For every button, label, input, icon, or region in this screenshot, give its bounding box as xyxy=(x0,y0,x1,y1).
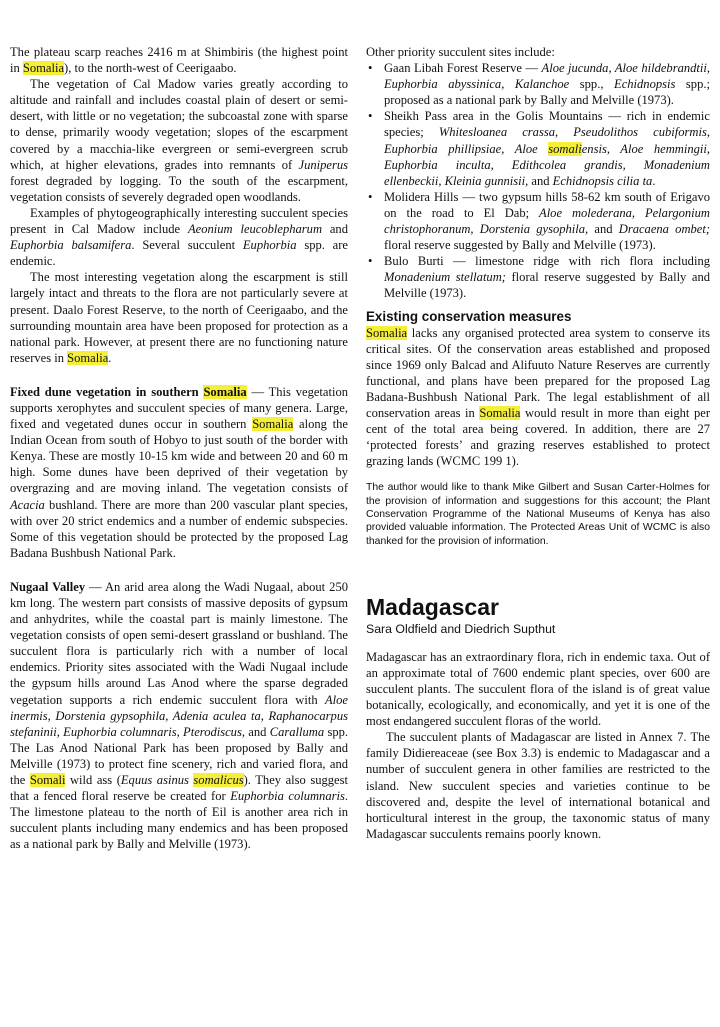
left-column xyxy=(10,44,348,853)
search-highlight: somalicus xyxy=(193,773,244,788)
bullet-icon: • xyxy=(368,61,373,76)
search-highlight: Somalia xyxy=(22,61,65,76)
bullet-icon: • xyxy=(368,109,373,124)
acknowledgements: The author would like to thank Mike Gilbert and Susan Carter-Holmes for the provision of information and suggestions for this account; the Plant Conservation Programme of the National Museums of Kenya has also provided valuable information. The Protected Areas Unit of WCMC is also thanked for the provision of information. xyxy=(366,482,710,547)
cal-madow-paragraph-1: The plateau scarp reaches 2416 m at Shimbiris (the highest point in Somalia), to the north-west of Ceerigaabo. xyxy=(10,45,348,76)
search-highlight: Somalia xyxy=(366,325,408,340)
list-item: • Sheikh Pass area in the Golis Mountains — rich in endemic species; Whitesloanea crassa, Pseudolithos cubiformis, Euphorbia phillipsiae, Aloe somaliensis, Aloe hemmingii, Euphorbia inculta, Edithcolea grandis, Monadenium ellenbeckii, Kleinia gunnisii, and Echidnopsis cilia ta. xyxy=(368,109,710,188)
search-highlight: Somalia xyxy=(203,384,247,399)
nugaal-valley-paragraph: Nugaal Valley — An arid area along the Wadi Nugaal, about 250 km long. The western part consists of massive deposits of gypsum and anhydrites, while the coastal part is mainly limestone. The vegetation consists of open semi-desert grassland or bushland. The succulent flora is particularly rich with a number of local endemics. Priority sites associated with the Wadi Nugaal include the gypsum hills around Las Anod where the sparse degraded vegetation supports a rich endemic succulent flora with Aloe inermis, Dorstenia gypsophila, Adenia aculea ta, Raphanocarpus stefaninii, Euphorbia columnaris, Pterodiscus, and Caralluma spp. The Las Anod National Park has been proposed by Bally and Melville (1973) to protect fine scenery, rich and varied flora, and the Somali wild ass (Equus asinus somalicus). They also suggest that a fenced floral reserve be created for Euphorbia columnaris. The limestone plateau to the north of Eil is another area rich in succulent plants including many endemics and has been proposed as a national park by Bally and Melville (1973). xyxy=(10,579,349,852)
cal-madow-paragraph-3: Examples of phytogeographically interesting succulent species present in Cal Madow include Aeonium leucoblepharum and Euphorbia balsamifera. Several succulent Euphorbia spp. are endemic. xyxy=(10,205,348,269)
right-column xyxy=(366,44,710,842)
madagascar-paragraph-1: Madagascar has an extraordinary flora, rich in endemic taxa. Out of an approximate total of 7600 endemic plant species, over 600 are succulent plants. The succulent flora of the island is of great value botanically, ecologically, and economically, and yet it is one of the most endangered succulent floras of the world. xyxy=(366,649,710,729)
existing-conservation-paragraph: Somalia lacks any organised protected area system to conserve its critical sites. Of the conservation areas established and proposed since 1969 only Balcad and Alifuuto Nature Reserves are currently functional, and plans have been prepared for the proposed Lag Badana-Bushbush National Park. The legal establishment of all conservation areas in Somalia would result in more than eight per cent of the total area being covered. In addition, there are 27 ‘protected forests’ and grazing reserves established to protect grazing lands (WCMC 199 1). xyxy=(366,325,710,469)
cal-madow-paragraph-4: The most interesting vegetation along the escarpment is still largely intact and threats to the flora are not particularly severe at present. Daalo Forest Reserve, to the north of Ceerigaabo, and the surrounding mountain area have been proposed for protection as a national park. However, at present there are no functioning nature reserves in Somalia. xyxy=(10,270,348,365)
search-highlight: Somalia xyxy=(479,405,521,420)
search-highlight: Somalia xyxy=(252,417,294,432)
search-highlight: Somali xyxy=(29,773,66,788)
list-item: • Molidera Hills — two gypsum hills 58-62 km south of Erigavo on the road to El Dab; Aloe molederana, Pelargonium christophoranum, Dorstenia gysophila, and Dracaena ombet; floral reserve suggested by Bally and Melville (1973). xyxy=(368,189,711,253)
madagascar-title: Madagascar xyxy=(366,593,499,620)
madagascar-paragraph-2: The succulent plants of Madagascar are listed in Annex 7. The family Didiereaceae (see Box 3.3) is endemic to Madagascar and a number of succulent genera in other families are restricted to the island. New succulent species and varieties continue to be discovered and, despite the level of international botanical and horticultural interest in the group, the taxonomic status of many Madagascar succulents remains poorly known. xyxy=(366,730,710,841)
bullet-icon: • xyxy=(368,254,373,269)
bullet-icon: • xyxy=(368,189,373,204)
list-item: • Bulo Burti — limestone ridge with rich flora including Monadenium stellatum; floral reserve suggested by Bally and Melville (1973). xyxy=(368,254,710,301)
existing-conservation-heading: Existing conservation measures xyxy=(366,308,572,324)
cal-madow-paragraph-2: The vegetation of Cal Madow varies greatly according to altitude and rainfall and includes coastal plain of desert or semi-desert, with little or no vegetation; the subcoastal zone with sparse to dense, primarily woody vegetation; slopes of the escarpment covered by a macchia-like evergreen or semi-evergreen scrub which, at higher elevations, grades into remnants of Juniperus forest degraded by logging. To the south of the escarpment, vegetation consists of severely degraded open woodlands. xyxy=(10,77,348,204)
list-item: • Gaan Libah Forest Reserve — Aloe jucunda, Aloe hildebrandtii, Euphorbia abyssinica, Kalanchoe spp., Echidnopsis spp.; proposed as a national park by Bally and Melville (1973). xyxy=(368,61,711,108)
madagascar-authors: Sara Oldfield and Diedrich Supthut xyxy=(366,621,556,636)
priority-sites-list xyxy=(366,60,710,301)
search-highlight: somali xyxy=(548,141,582,156)
priority-sites-intro: Other priority succulent sites include: xyxy=(366,45,555,59)
fixed-dune-paragraph: Fixed dune vegetation in southern Somalia — This vegetation supports xerophytes and succulent species of many genera. Large, fixed and vegetated dunes occur in southern Somalia along the Indian Ocean from south of Hobyo to just south of the border with Kenya. These are mostly 10-15 km wide and between 20 and 60 m high. Some dunes have been deprived of their vegetation by overgrazing and are moving inland. The vegetation consists of Acacia bushland. There are more than 200 vascular plant species, with over 20 strict endemics and a number of endemic subspecies. Some of this vegetation should be protected by the proposed Lag Badana Bushbush National Park. xyxy=(10,384,348,560)
search-highlight: Somalia xyxy=(67,350,109,365)
